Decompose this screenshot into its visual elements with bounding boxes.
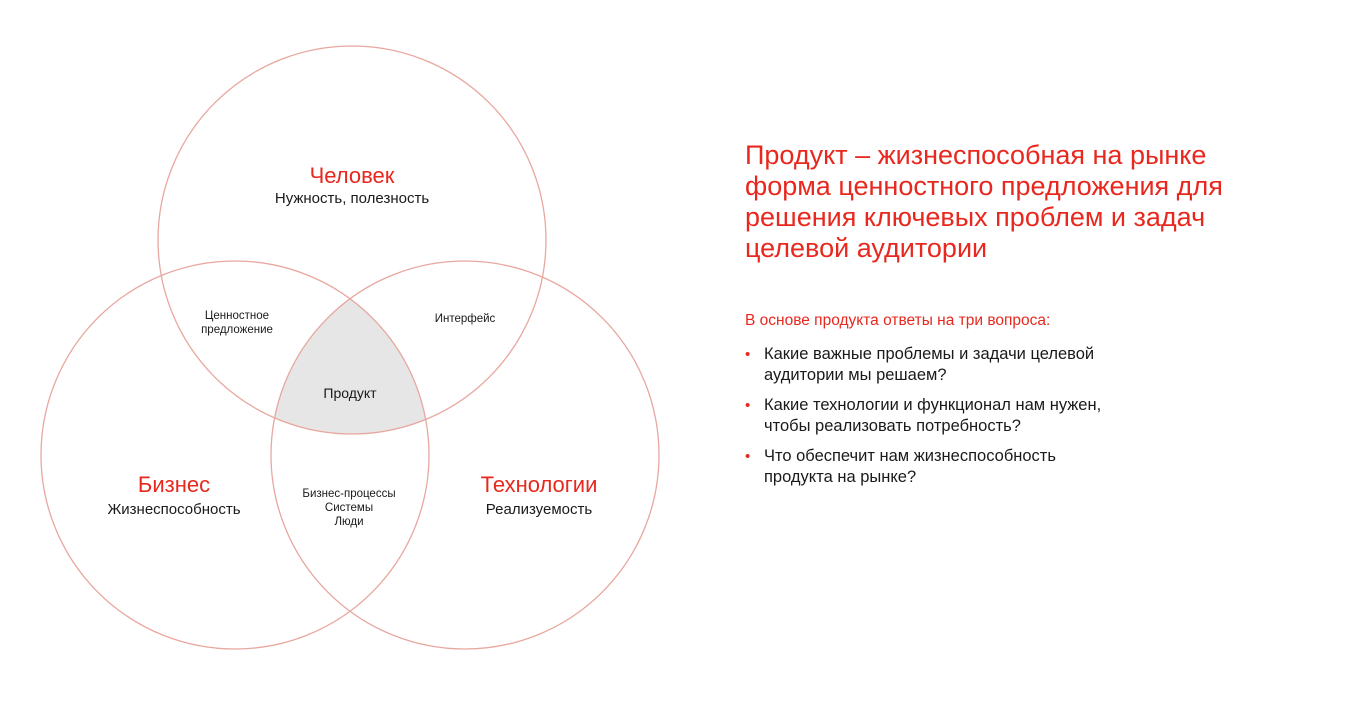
question-line: Что обеспечит нам жизнеспособность (764, 447, 1056, 465)
question-line: чтобы реализовать потребность? (764, 417, 1021, 435)
heading-line: решения ключевых проблем и задач (745, 202, 1206, 232)
business-title: Бизнес (137, 472, 211, 497)
question-line: Какие важные проблемы и задачи целевой (764, 345, 1095, 363)
question-line: аудитории мы решаем? (764, 366, 947, 384)
business-subtitle: Жизнеспособность (107, 501, 241, 518)
questions-list (745, 344, 1335, 488)
list-item (745, 344, 1234, 386)
question-line: Какие технологии и функционал нам нужен, (764, 396, 1102, 414)
value-proposition-label-line2: предложение (201, 324, 273, 336)
person-title: Человек (309, 163, 395, 188)
interface-label: Интерфейс (434, 313, 496, 325)
technology-subtitle: Реализуемость (485, 501, 593, 518)
heading-line: Продукт – жизнеспособная на рынке (745, 140, 1207, 170)
heading-line: форма ценностного предложения для (745, 171, 1223, 201)
business-processes-label: Бизнес-процессы (302, 488, 396, 500)
bullet-icon: • (745, 397, 751, 414)
technology-title: Технологии (480, 472, 598, 497)
heading-line: целевой аудитории (745, 233, 988, 263)
definition-panel (745, 140, 1335, 497)
systems-label: Системы (324, 502, 374, 514)
people-label: Люди (334, 516, 364, 528)
list-item (745, 395, 1234, 437)
value-proposition-label-line1: Ценностное (204, 310, 270, 322)
bullet-icon: • (745, 448, 751, 465)
bullet-icon: • (745, 346, 751, 363)
question-line: продукта на рынке? (764, 468, 917, 486)
product-definition-heading (745, 140, 1335, 264)
product-center-label: Продукт (323, 385, 377, 401)
list-item (745, 446, 1234, 488)
questions-intro: В основе продукта ответы на три вопроса: (745, 312, 1051, 329)
person-subtitle: Нужность, полезность (274, 190, 430, 207)
